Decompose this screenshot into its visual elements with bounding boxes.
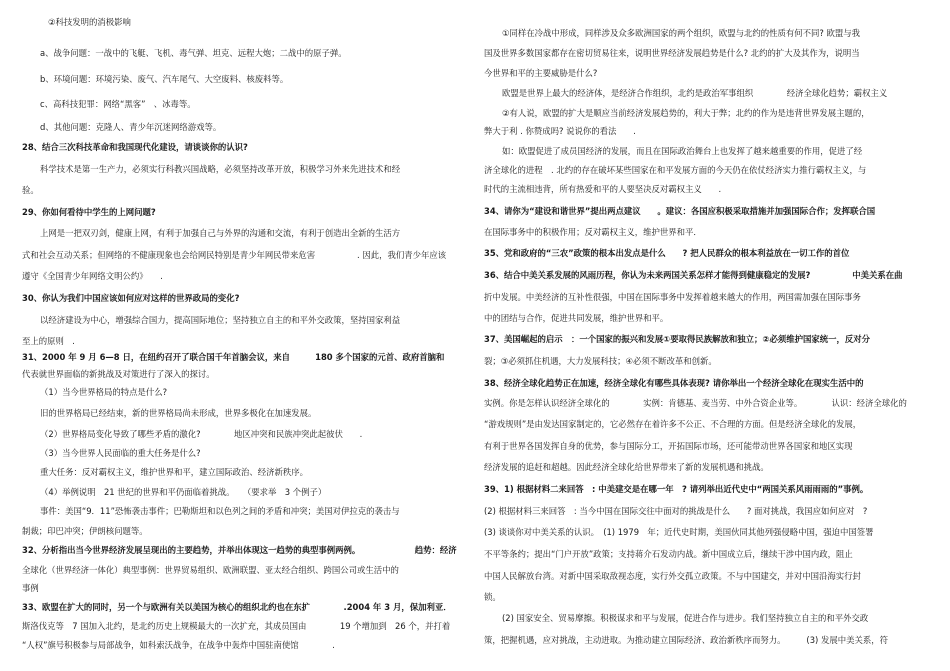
right-text-line: (2) 国家安全、贸易摩擦。积极谋求和平与发展，促进合作与进步。我们坚持独立自主的和平外交政 [502, 613, 869, 623]
right-text-line: 如：欧盟促进了成员国经济的发展，而且在国际政治舞台上也发挥了越来越重要的作用，促进了经 [502, 146, 863, 156]
right-text-line: 裂；③必须抓住机遇，大力发展科技；④必须不断改革和创新。 [484, 356, 717, 366]
left-text-line: 以经济建设为中心，增强综合国力，提高国际地位；坚持独立自主的和平外交政策，坚持国家利益 [40, 315, 401, 325]
right-text-line: 锁。 [484, 592, 501, 602]
left-text-line: 重大任务：反对霸权主义，维护世界和平，建立国际政治、经济新秩序。 [40, 467, 308, 477]
right-text-line: 39、1) 根据材料二来回答 : 中美建交是在哪一年 ? 请列举出近代史中“两国关系风雨雨雨的”事例。 [484, 484, 869, 494]
left-text-line: （1）当今世界格局的特点是什么? [40, 387, 168, 397]
right-text-line: 38、经济全球化趋势正在加速，经济全球化有哪些具体表现? 请你举出一个经济全球化在现实生活中的 [484, 378, 864, 388]
right-text-line: 济全球化的进程 . 北约的存在破坏某些国家在和平发展方面的今天仍在依仗经济实力推行霸权主义，与 [484, 165, 867, 175]
left-text-line: 遵守《全国青少年网络文明公约》 . [22, 271, 163, 281]
left-text-line: （2）世界格局变化导致了哪些矛盾的激化? 地区冲突和民族冲突此起彼伏 . [40, 429, 363, 439]
left-text-line: （4）举例说明 21 世纪的世界和平仍面临着挑战。 （要求举 3 个例子） [40, 487, 327, 497]
right-text-line: 时代的主流相违背，所有热爱和平的人要坚决反对霸权主义 . [484, 184, 722, 194]
left-text-line: “人权”旗号积极参与局部战争，如科索沃战争，在战争中轰炸中国驻南使馆 . [22, 640, 335, 650]
left-text-line: b、环境问题：环境污染、废气、汽车尾气、大空废料、核废料等。 [40, 74, 289, 84]
left-text-line: 旧的世界格局已经结束，新的世界格局尚未形成，世界多极化在加速发展。 [40, 408, 317, 418]
right-text-line: 中的团结与合作，促进共同发展，维护世界和平。 [484, 313, 669, 323]
left-text-line: d、其他问题：克隆人、青少年沉迷网络游戏等。 [40, 122, 222, 132]
right-text-line: 欧盟是世界上最大的经济体，是经济合作组织，北约是政治军事组织 经济全球化趋势；霸权主义 [502, 88, 888, 98]
right-text-line: 35、党和政府的“三农”政策的根本出发点是什么 ? 把人民群众的根本利益放在一切工作的首位 [484, 248, 850, 258]
right-text-line: 今世界和平的主要威胁是什么? [484, 68, 598, 78]
right-text-line: ①同样在冷战中形成，同样涉及众多欧洲国家的两个组织，欧盟与北约的性质有何不同? 欧盟与我 [502, 28, 860, 38]
right-text-line: ②有人说，欧盟的扩大是顺应当前经济发展趋势的，利大于弊；北约的作为是违背世界发展主题的， [502, 108, 870, 118]
left-text-line: 31、2000 年 9 月 6—8 日，在纽约召开了联合国千年首脑会议，来自 180 多个国家的元首、政府首脑和 [22, 352, 445, 362]
left-text-line: 至上的原则 . [22, 336, 75, 346]
right-text-line: 34、请你为“建设和谐世界”提出两点建议 。建议：各国应积极采取措施并加强国际合作；发挥联合国 [484, 206, 876, 216]
right-text-line: (3) 谈谈你对中美关系的认识。 (1) 1979 年；近代史时期，美国伙同其他列强侵略中国，强迫中国签署 [484, 527, 874, 537]
right-text-line: 37、美国崛起的启示 ：一个国家的振兴和发展①要取得民族解放和独立；②必须维护国家统一，反对分 [484, 334, 870, 344]
left-text-line: 事例 [22, 583, 39, 593]
left-text-line: 验。 [22, 185, 39, 195]
left-text-line: 式和社会互动关系；但网络的不健康现象也会给网民特别是青少年网民带来危害 . 因此，我们青少年应该 [22, 250, 447, 260]
right-text-line: 在国际事务中的积极作用；反对霸权主义，维护世界和平． [484, 227, 702, 237]
left-text-line: 斯洛伐克等 7 国加入北约，是北约历史上规模最大的一次扩充，其成员国由 19 个增加到 26 个，并打着 [22, 621, 451, 631]
right-text-line: 实例。你是怎样认识经济全球化的 实例：肯德基、麦当劳、中外合资企业等。 认识：经济全球化的 [484, 398, 907, 408]
right-text-line: 有利于世界各国发挥自身的优势，参与国际分工，开拓国际市场，还可能带动世界各国家和地区实现 [484, 441, 853, 451]
left-text-line: 全球化（世界经济一体化）典型事例：世界贸易组织、欧洲联盟、亚太经合组织、跨国公司或生活中的 [22, 565, 399, 575]
left-text-line: ②科技发明的消极影响 [48, 17, 131, 27]
left-text-line: （3）当今世界人民面临的重大任务是什么? [40, 448, 201, 458]
left-text-line: 33、欧盟在扩大的同时，另一个与欧洲有关以美国为核心的组织北约也在东扩 .2004 年 3 月，保加利亚． [22, 602, 452, 612]
right-text-line: 经济发展的追赶和超越。因此经济全球化给世界带来了新的发展机遇和挑战。 [484, 462, 769, 472]
left-text-line: 29、你如何看待中学生的上网问题? [22, 207, 156, 217]
left-text-line: 32、分析指出当今世界经济发展呈现出的主要趋势，并举出体现这一趋势的典型事例两例。 趋势：经济 [22, 545, 457, 555]
left-text-line: 28、结合三次科技革命和我国现代化建设，请谈谈你的认识? [22, 142, 248, 152]
left-text-line: 30、你认为我们中国应该如何应对这样的世界政局的变化? [22, 293, 240, 303]
left-text-line: a、战争问题：一战中的飞艇、飞机、毒气弹、坦克、远程大炮；二战中的原子弹。 [40, 48, 347, 58]
right-text-line: 中国人民解放台湾。对新中国采取敌视态度，实行外交孤立政策。不与中国建交，并对中国沿海实行封 [484, 571, 861, 581]
right-text-line: “游戏规则”是由发达国家制定的，它必然存在着许多不公正、不合理的方面。但是经济全球化的发展， [484, 419, 862, 429]
right-text-line: 36、结合中美关系发展的风雨历程，你认为未来两国关系怎样才能得到健康稳定的发展? 中美关系在曲 [484, 270, 903, 280]
right-text-line: (2) 根据材料三来回答 : 当今中国在国际交往中面对的挑战是什么 ? 面对挑战，我国应如何应对 ? [484, 506, 868, 516]
left-text-line: 代表就世界面临的新挑战及对策进行了深入的探讨。 [22, 369, 215, 379]
right-text-line: 策，把握机遇，应对挑战，主动进取。为推动建立国际经济、政治新秩序而努力。 (3) 发展中美关系，符 [484, 635, 888, 645]
right-text-line: 弊大于利 . 你赞成吗? 说说你的看法 . [484, 126, 636, 136]
left-text-line: 上网是一把双刃剑，健康上网，有利于加强自己与外界的沟通和交流，有利于创造出全新的生活方 [40, 228, 401, 238]
right-text-line: 国及世界多数国家都存在密切贸易往来，说明世界经济发展趋势是什么? 北约的扩大及其作为，说明当 [484, 48, 860, 58]
left-text-line: 事件：美国“9．11”恐怖袭击事件；巴勒斯坦和以色列之间的矛盾和冲突；美国对伊拉克的袭击与 [40, 506, 400, 516]
left-text-line: 制裁；印巴冲突；伊朗核问题等。 [22, 526, 148, 536]
right-text-line: 不平等条约；提出“门户开放”政策；支持蒋介石发动内战。新中国成立后，继续干涉中国内政，阻止 [484, 549, 853, 559]
left-text-line: c、高科技犯罪：网络“黑客” 、冰毒等。 [40, 99, 196, 109]
right-text-line: 折中发展。中美经济的互补性很强，中国在国际事务中发挥着越来越大的作用，两国需加强在国际事务 [484, 292, 861, 302]
left-text-line: 科学技术是第一生产力，必须实行科教兴国战略，必须坚持改革开放，积极学习外来先进技术和经 [40, 164, 401, 174]
